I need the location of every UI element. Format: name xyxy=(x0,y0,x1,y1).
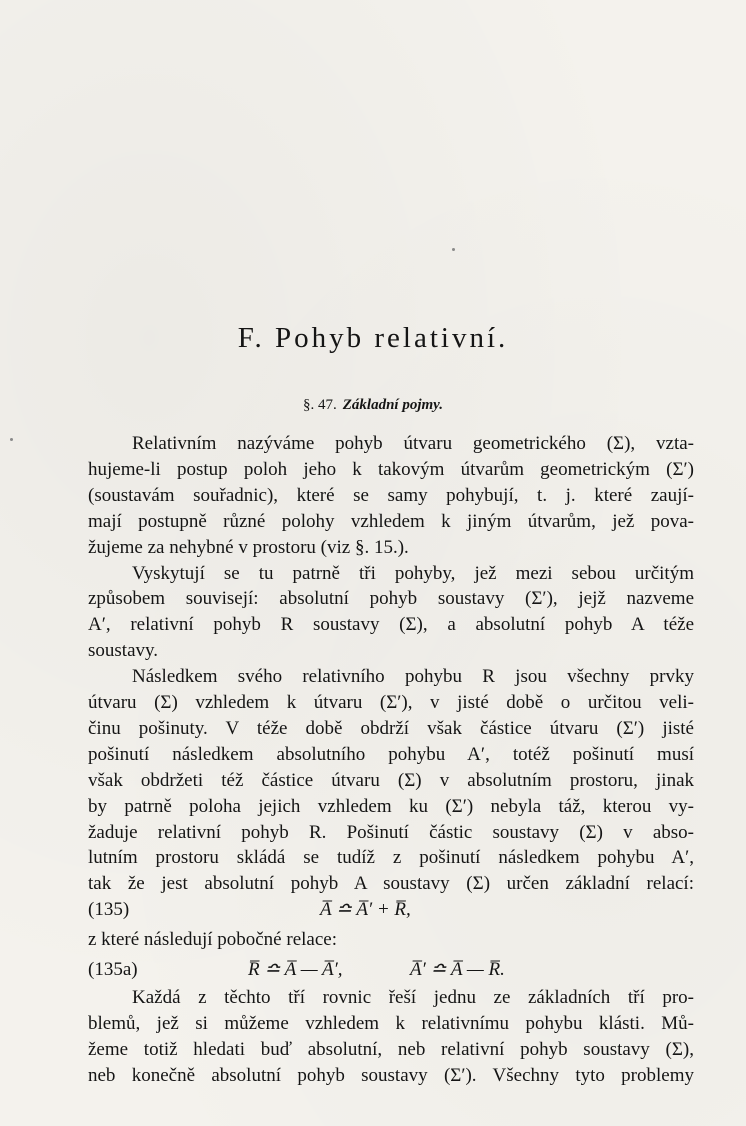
scan-speck xyxy=(10,438,13,441)
section-number: §. 47. xyxy=(302,397,337,413)
text-line: útvaru (Σ) vzhledem k útvaru (Σ′), v jisté době o určitou veli- xyxy=(88,692,694,713)
section-heading xyxy=(0,397,746,414)
text-line: žujeme za nehybné v prostoru (viz §. 15.). xyxy=(88,536,409,558)
text-line: hujeme-li postup poloh jeho k takovým útvarům geometrickým (Σ′) xyxy=(88,458,694,480)
equation-label: (135a) xyxy=(88,959,138,980)
chapter-title: F. Pohyb relativní. xyxy=(237,322,509,354)
text-line: žaduje relativní pohyb R. Pošinutí částic soustavy (Σ) v abso- xyxy=(88,821,694,843)
text-line: lutním prostoru skládá se tudíž z pošinutí následkem pohybu A′, xyxy=(88,847,694,869)
scan-speck xyxy=(452,248,455,251)
text-line: žeme totiž hledati buď absolutní, neb relativní pohyb soustavy (Σ), xyxy=(88,1039,694,1060)
equation-formula: A̅ ≏ A̅′ + R̅, xyxy=(320,899,411,920)
text-line: A′, relativní pohyb R soustavy (Σ), a absolutní pohyb A téže xyxy=(88,614,694,636)
text-line: blemů, jež si můžeme vzhledem k relativnímu pohybu klásti. Mů- xyxy=(88,1013,694,1034)
text-line: z které následují pobočné relace: xyxy=(88,929,337,950)
text-line: (soustavám souřadnic), které se samy pohybují, t. j. které zaují- xyxy=(88,484,694,506)
text-line: způsobem souvisejí: absolutní pohyb soustavy (Σ′), jejž nazveme xyxy=(88,588,694,610)
text-line: by patrně poloha jejich vzhledem ku (Σ′) nebyla táž, kterou vy- xyxy=(88,795,694,817)
text-line: neb konečně absolutní pohyb soustavy (Σ′). Všechny tyto problemy xyxy=(88,1065,694,1086)
text-line: Relativním nazýváme pohyb útvaru geometrického (Σ), vzta- xyxy=(132,433,694,454)
text-line: soustavy. xyxy=(88,640,159,662)
text-line: však obdržeti též částice útvaru (Σ) v absolutním prostoru, jinak xyxy=(88,769,694,791)
equation-label: (135) xyxy=(88,899,130,920)
text-line: Následkem svého relativního pohybu R jsou všechny prvky xyxy=(132,666,694,688)
text-line: mají postupně různé polohy vzhledem k jiným útvarům, jež pova- xyxy=(88,510,694,532)
equation-formula-2: A̅′ ≏ A̅ — R̅. xyxy=(410,959,505,980)
text-line: pošinutí následkem absolutního pohybu A′, totéž pošinutí musí xyxy=(88,743,694,765)
equation-formula-1: R̅ ≏ A̅ — A̅′, xyxy=(248,959,343,980)
text-line: činu pošinuty. V téže době obdrží však částice útvaru (Σ′) jisté xyxy=(88,717,694,739)
text-line: Vyskytují se tu patrně tři pohyby, jež mezi sebou určitým xyxy=(132,562,694,584)
text-line: Každá z těchto tří rovnic řeší jednu ze základních tří pro- xyxy=(132,987,694,1008)
text-line: tak že jest absolutní pohyb A soustavy (Σ) určen základní relací: xyxy=(88,873,694,895)
section-name: Základní pojmy. xyxy=(342,397,444,413)
